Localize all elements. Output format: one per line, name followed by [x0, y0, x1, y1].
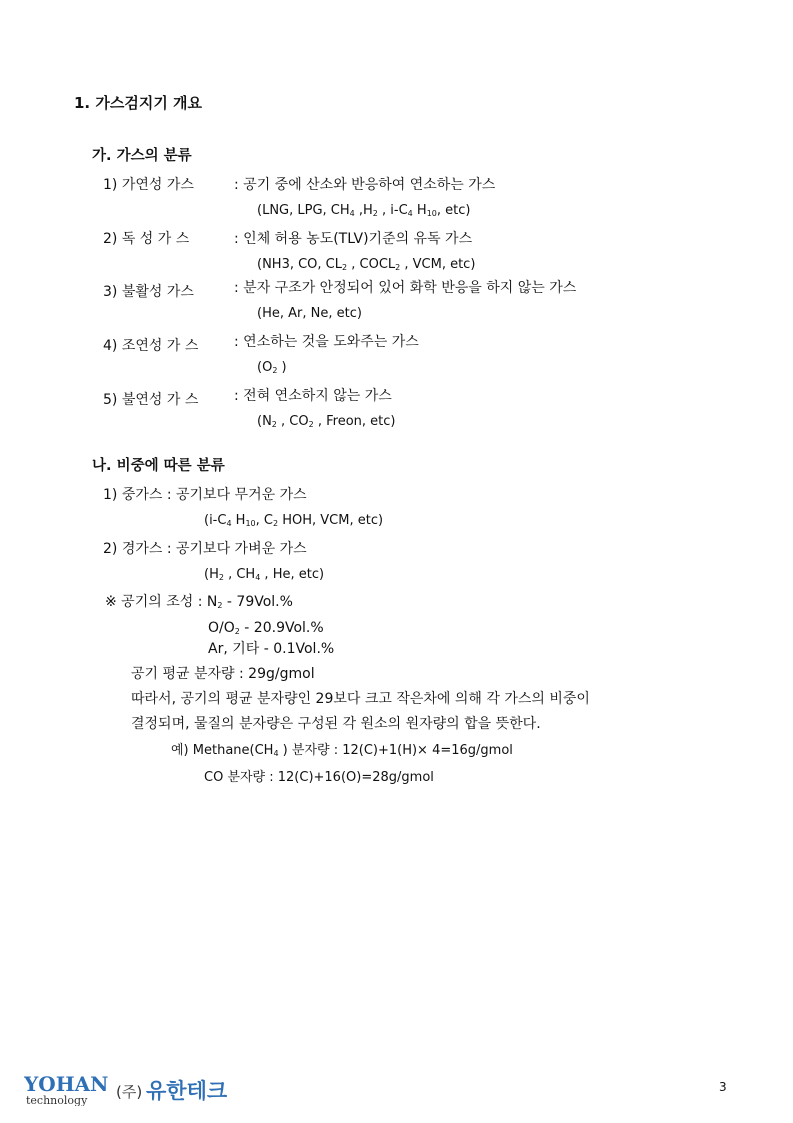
- page-number: 3: [719, 1080, 727, 1094]
- brand-name: 유한테크: [146, 1079, 228, 1103]
- gas-class-nonflammable-examples: ($N_2$ , $CO_2$ , Freon, etc): [257, 414, 396, 429]
- gas-class-flammable-desc: : 공기 중에 산소와 반응하여 연소하는 가스: [234, 177, 496, 193]
- gas-class-nonflammable: 5) 불연성 가 스: [103, 392, 199, 408]
- gas-class-toxic-examples: (NH3, CO, $CL_2$ , $COCL_2$ , VCM, etc): [257, 257, 476, 272]
- company-logo: [24, 1074, 249, 1106]
- avg-molecular-weight: 공기 평균 분자량 : 29g/gmol: [131, 666, 315, 682]
- example-co: CO 분자량 : 12(C)+16(O)=28g/gmol: [204, 770, 434, 785]
- gas-class-inert-desc: : 분자 구조가 안정되어 있어 화학 반응을 하지 않는 가스: [234, 280, 577, 296]
- gas-class-nonflammable-desc: : 전혀 연소하지 않는 가스: [234, 388, 392, 404]
- heavy-gas-examples: ($i-C_4$ $H_{10}$, $C_2$ HOH, VCM, etc): [204, 513, 384, 528]
- logo-tagline: technology: [26, 1094, 88, 1106]
- example-methane: 예) $Methane(CH_4$ ) 분자량 : 12(C)+1(H)× 4=16g/gmol: [171, 743, 513, 758]
- air-composition-n2: ※ 공기의 조성 : $N_2 - 79Vol.\%$: [105, 594, 293, 610]
- logo-wordmark: YOHAN: [24, 1074, 109, 1096]
- section-a-title: 가. 가스의 분류: [92, 148, 192, 164]
- gas-class-inert-examples: (He, Ar, Ne, etc): [257, 306, 362, 321]
- air-composition-o2: $O/O_2 - 20.9Vol.\%$: [208, 620, 324, 636]
- gas-class-flammable: 1) 가연성 가스: [103, 177, 194, 193]
- heavy-gas: 1) 중가스 : 공기보다 무거운 가스: [103, 487, 307, 503]
- gas-class-toxic: 2) 독 성 가 스: [103, 231, 190, 247]
- gas-class-oxidizer-examples: ($O_2$ ): [257, 360, 287, 375]
- gas-class-toxic-desc: : 인체 허용 농도(TLV)기준의 유독 가스: [234, 231, 473, 247]
- explanation-line-1: 따라서, 공기의 평균 분자량인 29보다 크고 작은차에 의해 각 가스의 비중이: [131, 691, 590, 707]
- gas-class-oxidizer: 4) 조연성 가 스: [103, 338, 199, 354]
- brand-prefix: (주): [116, 1083, 143, 1101]
- section-b-title: 나. 비중에 따른 분류: [92, 458, 225, 474]
- page-heading: 1. 가스검지기 개요: [74, 94, 203, 112]
- gas-class-inert: 3) 불활성 가스: [103, 284, 194, 300]
- air-composition-ar: Ar, 기타 - 0.1Vol.%: [208, 641, 335, 657]
- gas-class-oxidizer-desc: : 연소하는 것을 도와주는 가스: [234, 334, 419, 350]
- light-gas: 2) 경가스 : 공기보다 가벼운 가스: [103, 541, 307, 557]
- light-gas-examples: ($H_2$ , $CH_4$ , He, etc): [204, 567, 325, 582]
- gas-class-flammable-examples: (LNG, LPG, $CH_4$ $,H_2$ , $i-C_4$ $H_{10}$, etc): [257, 203, 471, 218]
- explanation-line-2: 결정되며, 물질의 분자량은 구성된 각 원소의 원자량의 합을 뜻한다.: [131, 716, 541, 732]
